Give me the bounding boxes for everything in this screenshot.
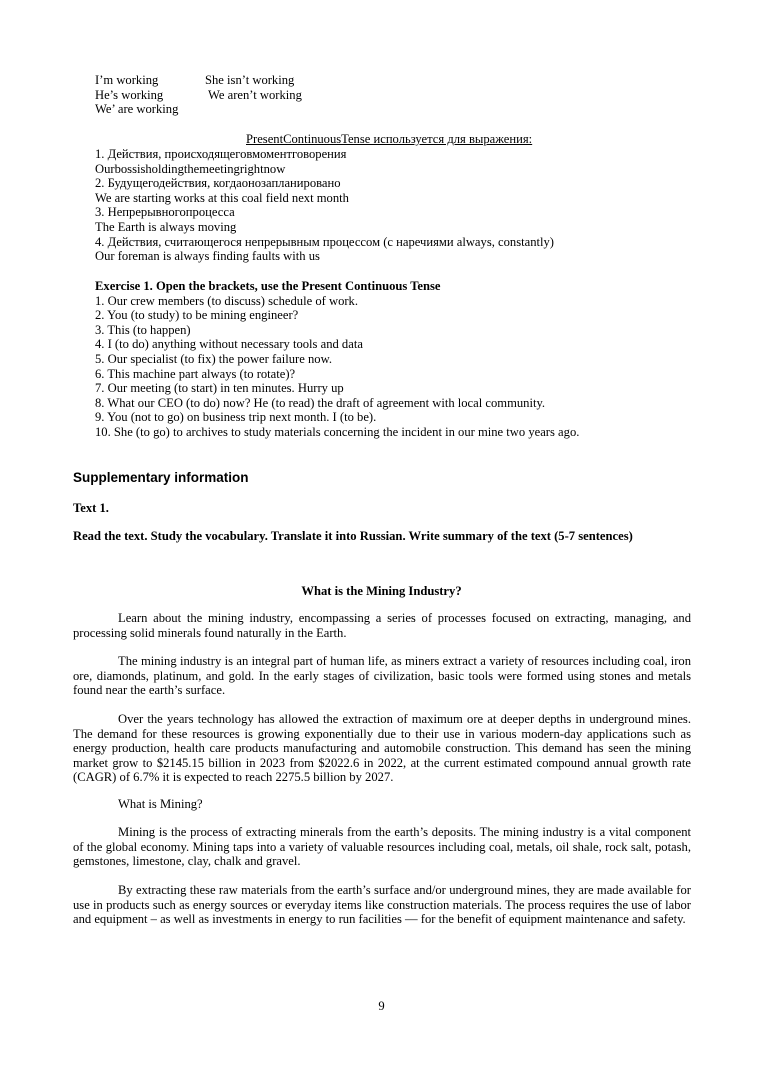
exercise-item: 4. I (to do) anything without necessary tools and data bbox=[95, 337, 363, 352]
examples-col2 bbox=[205, 73, 302, 102]
usage-line: 4. Действия, считающегося непрерывным процессом (с наречиями always, constantly) bbox=[95, 234, 554, 249]
exercise-item: 1. Our crew members (to discuss) schedule of work. bbox=[95, 293, 358, 308]
subheading: What is Mining? bbox=[118, 797, 203, 811]
section-heading: Supplementary information bbox=[73, 470, 249, 485]
exercise-item: 5. Our specialist (to fix) the power failure now. bbox=[95, 351, 332, 366]
example-line: He’s working bbox=[95, 87, 164, 102]
usage-line: 2. Будущегодействия, когдаонозапланировано bbox=[95, 176, 341, 191]
article-title: What is the Mining Industry? bbox=[301, 584, 462, 598]
example-line: She isn’t working bbox=[205, 73, 295, 87]
example-line: I’m working bbox=[95, 73, 159, 87]
exercise-1 bbox=[95, 279, 579, 440]
text-label: Text 1. bbox=[73, 501, 109, 515]
example-line: We’ are working bbox=[95, 102, 179, 117]
usage-line: We are starting works at this coal field next month bbox=[95, 190, 349, 205]
exercise-item: 6. This machine part always (to rotate)? bbox=[95, 366, 296, 381]
paragraph: Mining is the process of extracting minerals from the earth’s deposits. The mining industry is a vital component of the global economy. Mining taps into a variety of valuable resources including coal, metals, oil shale, rock salt, potash, gemstones, limestone, clay, chalk and gravel. bbox=[73, 825, 691, 869]
exercise-item: 9. You (not to go) on business trip next month. I (to be). bbox=[95, 410, 377, 425]
usage-line: Ourbossisholdingthemeetingrightnow bbox=[95, 161, 286, 176]
exercise-title: Exercise 1. Open the brackets, use the Present Continuous Tense bbox=[95, 279, 441, 293]
usage-line: 1. Действия, происходящеговмоментговорения bbox=[95, 147, 347, 161]
paragraph: Learn about the mining industry, encompassing a series of processes focused on extracting, managing, and processing solid minerals found naturally in the Earth. bbox=[73, 611, 691, 640]
usage-line: The Earth is always moving bbox=[95, 219, 237, 234]
exercise-item: 2. You (to study) to be mining engineer? bbox=[95, 308, 299, 323]
exercise-item: 7. Our meeting (to start) in ten minutes. Hurry up bbox=[95, 381, 344, 396]
exercise-item: 8. What our CEO (to do) now? He (to read) the draft of agreement with local community. bbox=[95, 395, 546, 410]
examples-col1 bbox=[95, 73, 178, 117]
exercise-item: 10. She (to go) to archives to study materials concerning the incident in our mine two years ago. bbox=[95, 424, 580, 439]
usage-list bbox=[95, 147, 554, 264]
usage-line: Our foreman is always finding faults with us bbox=[95, 249, 320, 264]
page-number: 9 bbox=[378, 999, 385, 1013]
exercise-item: 3. This (to happen) bbox=[95, 322, 191, 337]
instruction: Read the text. Study the vocabulary. Translate it into Russian. Write summary of the text (5-7 sentences) bbox=[73, 529, 633, 543]
usage-heading: PresentContinuousTense используется для выражения: bbox=[246, 132, 533, 146]
usage-line: 3. Непрерывногопроцесса bbox=[95, 205, 235, 220]
paragraph: Over the years technology has allowed the extraction of maximum ore at deeper depths in underground mines. The demand for these resources is growing exponentially due to their use in various modern-day applications such as energy production, health care products manufacturing and automobile construction. This demand has seen the mining market grow to $2145.15 billion in 2023 from $2022.6 in 2022, at the current estimated compound annual growth rate (CAGR) of 6.7% it is expected to reach 2275.5 billion by 2027. bbox=[73, 712, 691, 785]
paragraph: By extracting these raw materials from the earth’s surface and/or underground mines, they are made available for use in products such as energy sources or everyday items like construction materials. The process requires the use of labor and equipment – as well as investments in energy to run facilities — for the benefit of equipment maintenance and safety. bbox=[73, 883, 691, 927]
paragraph: The mining industry is an integral part of human life, as miners extract a variety of resources including coal, iron ore, diamonds, platinum, and gold. In the early stages of civilization, basic tools were formed using stones and metals found near the earth’s surface. bbox=[73, 654, 691, 698]
example-line: We aren’t working bbox=[208, 87, 302, 102]
